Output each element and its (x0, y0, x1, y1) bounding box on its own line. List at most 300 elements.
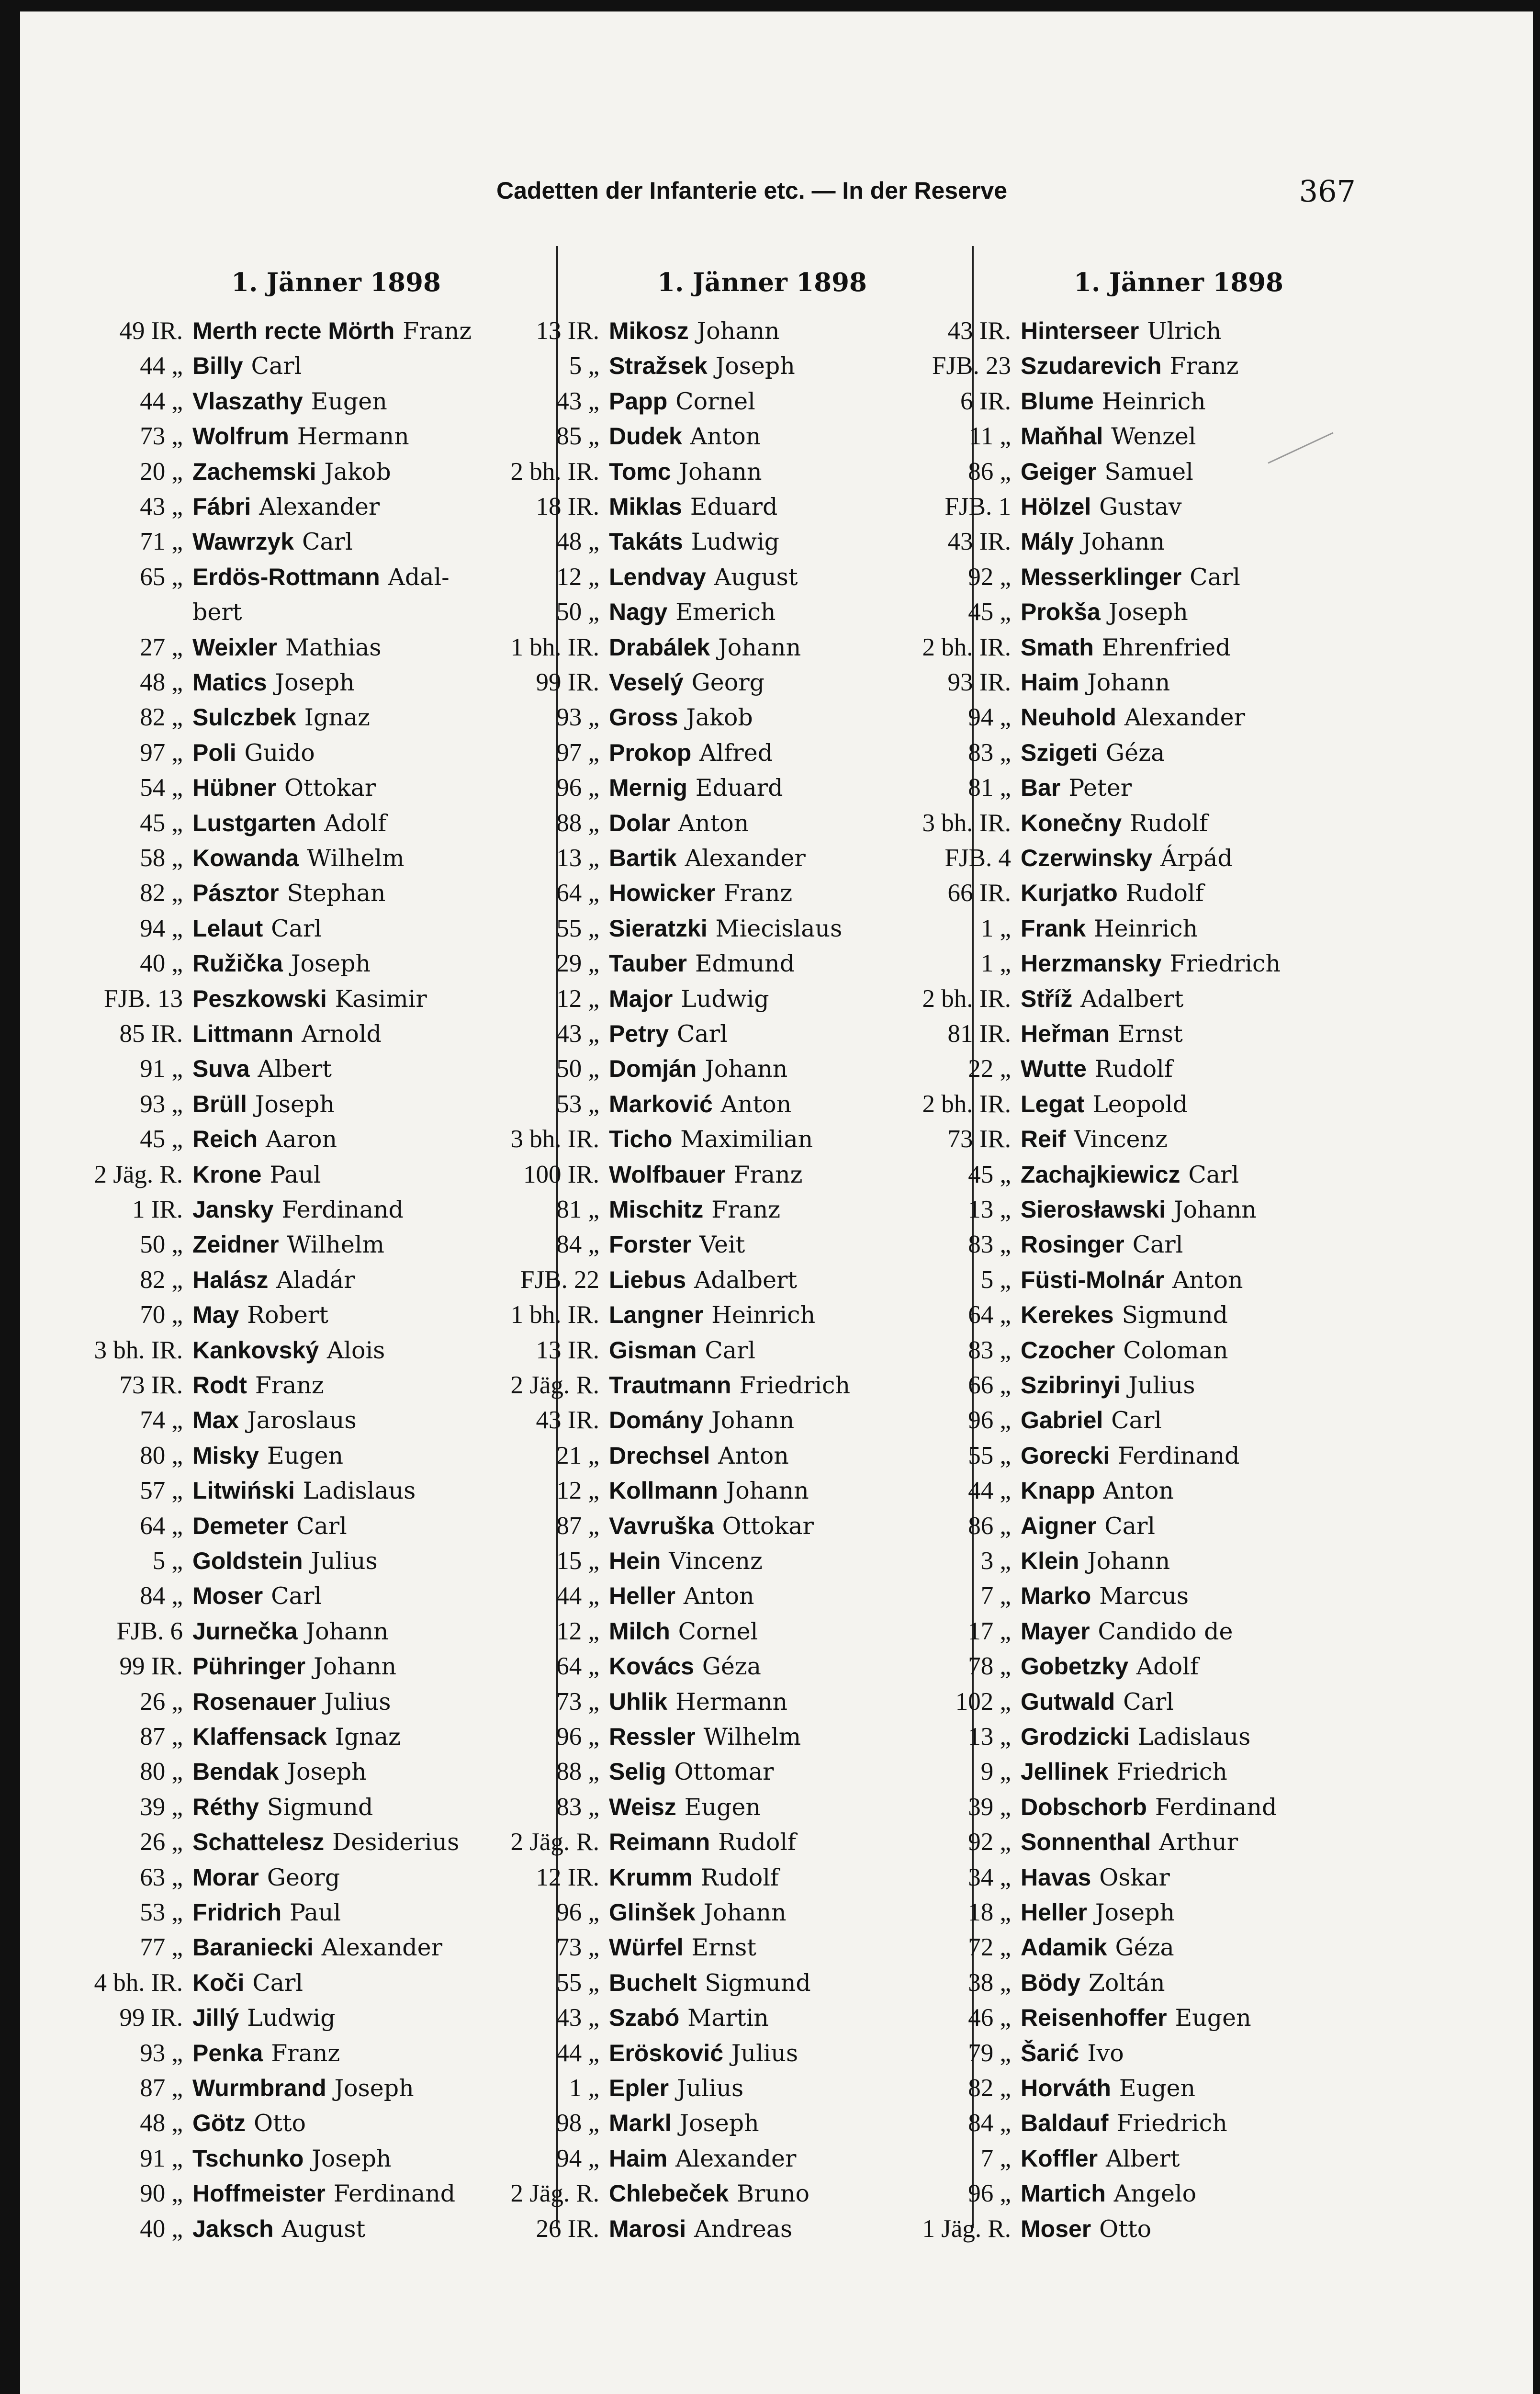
cadet-name (192, 1790, 373, 1824)
regiment-number: 50 „ (140, 1231, 183, 1259)
surname: Herzmansky (1021, 950, 1162, 977)
cadet-name (192, 1158, 321, 1192)
cadet-name (1021, 912, 1198, 946)
given-name: Eugen (1119, 2075, 1196, 2102)
column-heading: 1. Jänner 1898 (1074, 268, 1283, 297)
cadet-name (1021, 1368, 1195, 1402)
surname: Uhlik (609, 1688, 668, 1715)
regiment-number: 38 „ (968, 1968, 1011, 1997)
cadet-name (1021, 2106, 1227, 2140)
regiment-number: 40 „ (140, 2214, 183, 2243)
given-name: Albert (258, 1055, 332, 1083)
cadet-name (1021, 2001, 1251, 2035)
given-name: Otto (1099, 2215, 1152, 2243)
surname: Szudarevich (1021, 352, 1162, 380)
cadet-name (192, 1896, 341, 1930)
regiment-number: 29 „ (556, 949, 599, 978)
regiment-number: 44 „ (556, 2039, 599, 2067)
given-name: Ladislaus (303, 1477, 416, 1505)
surname: Petry (609, 1020, 669, 1047)
cadet-name (192, 1509, 347, 1543)
regiment-number: 63 „ (140, 1863, 183, 1891)
surname: Marković (609, 1090, 713, 1118)
given-name: Sigmund (705, 1969, 811, 1997)
cadet-name (192, 2212, 365, 2246)
regiment-number: 55 „ (968, 1441, 1011, 1469)
cadet-name (609, 1720, 801, 1754)
cadet-name (192, 1966, 303, 2000)
regiment-number: 50 „ (556, 1055, 599, 1083)
surname: Fábri (192, 493, 251, 520)
regiment-number: 99 IR. (119, 1652, 183, 1681)
given-name: Rudolf (1130, 809, 1208, 837)
regiment-number: 93 „ (556, 703, 599, 732)
given-name: Alexander (675, 2145, 797, 2172)
surname: Hübner (192, 774, 276, 802)
regiment-number: 92 „ (968, 563, 1011, 591)
cadet-name (609, 1755, 774, 1789)
regiment-number: 83 „ (968, 738, 1011, 767)
cadet-name (192, 1931, 442, 1965)
given-name: Anton (678, 809, 749, 837)
regiment-number: 13 „ (968, 1723, 1011, 1750)
surname: Max (192, 1407, 239, 1434)
surname: Konečny (1021, 809, 1122, 836)
regiment-number: 86 „ (968, 457, 1011, 486)
surname: Rosenauer (192, 1688, 316, 1715)
given-name: August (714, 563, 798, 591)
given-name: Vincenz (669, 1547, 763, 1575)
surname: Gutwald (1021, 1688, 1115, 1715)
cadet-name (1021, 1017, 1183, 1051)
given-name: Ottomar (674, 1758, 774, 1786)
given-name: Veit (699, 1231, 745, 1259)
given-name: Ferdinand (1155, 1793, 1277, 1821)
given-name: Franz (733, 1161, 803, 1188)
surname: Czocher (1021, 1336, 1115, 1364)
surname: Milch (609, 1617, 670, 1645)
cadet-name (192, 1017, 382, 1051)
regiment-number: 27 „ (140, 633, 183, 661)
cadet-name (1021, 1720, 1250, 1754)
cadet-name (192, 1298, 328, 1332)
regiment-number: 91 „ (140, 1055, 183, 1083)
given-name: Carl (271, 915, 322, 942)
given-name: Adal- (388, 563, 450, 591)
given-name: Julius (324, 1688, 391, 1716)
given-name: Joseph (1108, 598, 1188, 626)
surname: Mikosz (609, 317, 689, 344)
regiment-number: 80 „ (140, 1441, 183, 1469)
surname: Bartik (609, 845, 677, 871)
regiment-number: 88 „ (556, 1758, 599, 1786)
cadet-name (1021, 666, 1170, 700)
surname: Heller (1021, 1899, 1087, 1926)
regiment-number: 82 „ (140, 703, 183, 732)
given-name: Leopold (1092, 1090, 1188, 1118)
surname: Hoffmeister (192, 2180, 326, 2207)
surname: Penka (192, 2039, 263, 2067)
given-name: Robert (247, 1301, 328, 1329)
cadet-name (1021, 2071, 1195, 2105)
surname: Papp (609, 387, 668, 415)
surname: Markl (609, 2110, 672, 2137)
cadet-name (1021, 1474, 1174, 1508)
cadet-name (609, 1017, 728, 1051)
given-name: Miecislaus (715, 915, 843, 942)
cadet-name (609, 1052, 787, 1086)
regiment-number: 12 „ (556, 1617, 599, 1645)
regiment-number: 93 „ (140, 1090, 183, 1118)
cadet-name (192, 1122, 337, 1156)
cadet-name (192, 841, 405, 875)
cadet-name (192, 1263, 355, 1297)
given-name: Joseph (1095, 1899, 1175, 1926)
surname: Halász (192, 1266, 269, 1293)
surname: Merth recte Mörth (192, 317, 395, 344)
regiment-number: 1 „ (569, 2074, 599, 2102)
surname: Moser (1021, 2215, 1091, 2242)
given-name: Jakob (324, 458, 391, 486)
regiment-number: 2 Jäg. R. (510, 1828, 599, 1856)
given-name: Eugen (1175, 2004, 1251, 2032)
cadet-name (1021, 736, 1165, 770)
regiment-number: 79 „ (968, 2039, 1011, 2067)
surname: Geiger (1021, 458, 1097, 485)
surname: Ticho (609, 1126, 673, 1153)
surname: Reif (1021, 1126, 1066, 1153)
cadet-name (192, 349, 302, 383)
surname: Koči (192, 1969, 245, 1996)
surname: Adamik (1021, 1934, 1107, 1961)
surname: Kowanda (192, 845, 299, 871)
cadet-name (609, 2142, 796, 2176)
given-name: Arthur (1159, 1829, 1238, 1856)
regiment-number: 12 „ (556, 984, 599, 1013)
surname: Jurnečka (192, 1617, 298, 1645)
cadet-name (192, 1087, 335, 1121)
regiment-number: 15 „ (556, 1547, 599, 1575)
surname: Sulczbek (192, 704, 296, 731)
cadet-name (1021, 1579, 1189, 1613)
regiment-number: 2 bh. IR. (922, 633, 1011, 661)
cadet-name (192, 384, 387, 418)
given-name: Anton (1172, 1266, 1243, 1294)
surname: Bendak (192, 1758, 279, 1785)
cadet-name (1021, 560, 1240, 594)
regiment-number: 48 „ (140, 668, 183, 696)
given-name: Johann (711, 1407, 795, 1434)
given-name: Heinrich (711, 1301, 816, 1329)
given-name: Alfred (699, 739, 773, 767)
regiment-number: 72 „ (968, 1933, 1011, 1962)
regiment-number: 94 „ (556, 2144, 599, 2172)
cadet-name (609, 490, 777, 524)
surname: Trautmann (609, 1372, 731, 1399)
given-name: Johann (314, 1653, 397, 1681)
surname: Blume (1021, 387, 1094, 415)
surname: Brüll (192, 1090, 247, 1118)
surname: Morar (192, 1863, 259, 1891)
surname: Hölzel (1021, 493, 1091, 520)
surname: Vlaszathy (192, 387, 303, 415)
cadet-name (609, 2001, 769, 2035)
surname: Grodzicki (1021, 1723, 1130, 1750)
surname: Gobetzky (1021, 1653, 1129, 1680)
given-name: Johann (679, 458, 762, 486)
regiment-number: 73 „ (556, 1687, 599, 1716)
given-name: Árpád (1160, 845, 1233, 872)
regiment-number: 83 „ (968, 1336, 1011, 1364)
cadet-name (1021, 876, 1204, 910)
surname: Legat (1021, 1090, 1085, 1118)
surname: Jillý (192, 2004, 239, 2032)
regiment-number: 97 „ (556, 738, 599, 767)
cadet-name (609, 700, 753, 734)
given-name: Heinrich (1094, 915, 1198, 942)
surname: Tschunko (192, 2145, 304, 2172)
document-page (20, 11, 1533, 2394)
given-name: Jaroslaus (247, 1407, 357, 1434)
given-name: Joseph (679, 2110, 759, 2137)
regiment-number: 65 „ (140, 563, 183, 591)
given-name: Johann (703, 1899, 787, 1926)
regiment-number: 55 „ (556, 1968, 599, 1997)
regiment-number: 26 IR. (536, 2214, 599, 2243)
given-name: Johann (1173, 1196, 1257, 1223)
cadet-name (1021, 947, 1281, 981)
surname: Tauber (609, 950, 687, 977)
surname: Sonnenthal (1021, 1829, 1151, 1856)
regiment-number: 99 IR. (119, 2004, 183, 2032)
cadet-name (192, 2036, 340, 2070)
cadet-name (609, 1825, 796, 1859)
surname: Wolfrum (192, 423, 289, 450)
given-name: Ehrenfried (1102, 633, 1231, 661)
surname: Gross (609, 704, 678, 731)
regiment-number: 64 „ (968, 1301, 1011, 1329)
cadet-name (1021, 419, 1196, 453)
regiment-number: 45 „ (968, 598, 1011, 626)
surname: Smath (1021, 633, 1094, 661)
given-name: Carl (302, 528, 353, 556)
surname: Glinšek (609, 1899, 696, 1926)
cadet-name (192, 912, 322, 946)
regiment-number: 46 „ (968, 2004, 1011, 2032)
surname: Frank (1021, 915, 1086, 942)
regiment-number: 78 „ (968, 1652, 1011, 1681)
cadet-name (609, 1333, 755, 1367)
given-name: Ottokar (284, 774, 376, 802)
cadet-name (192, 1193, 404, 1227)
given-name: Paul (270, 1161, 321, 1188)
surname: Jaksch (192, 2215, 274, 2242)
regiment-number: 21 „ (556, 1441, 599, 1469)
surname: Knapp (1021, 1477, 1095, 1504)
surname: Stražsek (609, 352, 708, 380)
cadet-name (1021, 1403, 1162, 1437)
cadet-name (192, 1474, 416, 1508)
surname: Erösković (609, 2039, 724, 2067)
surname: Lelaut (192, 915, 263, 942)
page-header (480, 174, 1356, 210)
cadet-name (609, 1579, 754, 1613)
regiment-number: 85 IR. (119, 1020, 183, 1048)
cadet-name (1021, 1825, 1238, 1859)
regiment-number: 43 „ (556, 2004, 599, 2032)
regiment-number: 70 „ (140, 1301, 183, 1329)
cadet-name (609, 771, 783, 805)
regiment-number: 2 bh. IR. (922, 984, 1011, 1013)
cadet-name (1021, 1861, 1170, 1895)
cadet-name (192, 1825, 459, 1859)
surname: Neuhold (1021, 704, 1116, 731)
cadet-name (1021, 1790, 1277, 1824)
regiment-number: 77 „ (140, 1933, 183, 1962)
surname: Szigeti (1021, 739, 1098, 766)
regiment-number: 96 „ (556, 774, 599, 802)
regiment-number: 73 „ (140, 422, 183, 451)
surname: Reich (192, 1126, 258, 1153)
cadet-name (192, 419, 409, 453)
regiment-number: 11 „ (969, 422, 1011, 451)
cadet-name (609, 1649, 761, 1683)
cadet-name (1021, 314, 1221, 348)
surname: Major (609, 985, 673, 1012)
given-name: Julius (731, 2039, 798, 2067)
regiment-number: 100 IR. (523, 1160, 599, 1188)
given-name: Guido (244, 739, 315, 767)
surname: Domján (609, 1055, 697, 1083)
regiment-number: 45 „ (968, 1160, 1011, 1188)
cadet-name (1021, 1193, 1257, 1227)
surname: Erdös-Rottmann (192, 563, 380, 590)
given-name: Georg (267, 1863, 340, 1891)
given-name: Stephan (287, 880, 386, 907)
surname: Suva (192, 1055, 250, 1083)
given-name: Rudolf (1094, 1055, 1173, 1083)
regiment-number: 2 Jäg. R. (510, 2179, 599, 2208)
regiment-number: 2 bh. IR. (510, 457, 599, 486)
given-name: Friedrich (1116, 1758, 1227, 1786)
cadet-name (192, 595, 242, 629)
given-name: Anton (690, 423, 761, 451)
cadet-name (192, 455, 391, 489)
surname: Veselý (609, 669, 684, 696)
given-name: bert (192, 598, 242, 626)
regiment-number: 17 „ (968, 1617, 1011, 1645)
cadet-name (192, 1333, 385, 1367)
regiment-number: 73 IR. (947, 1125, 1011, 1153)
given-name: Géza (702, 1653, 761, 1681)
given-name: Vincenz (1074, 1126, 1168, 1153)
surname: Réthy (192, 1793, 259, 1820)
regiment-number: 3 bh. IR. (94, 1336, 183, 1364)
regiment-number: 5 „ (152, 1547, 183, 1575)
cadet-name (192, 1615, 388, 1649)
regiment-number: 82 „ (140, 1265, 183, 1294)
surname: Litwiński (192, 1477, 295, 1504)
regiment-number: 1 bh. IR. (510, 633, 599, 661)
given-name: Hermann (297, 423, 409, 451)
surname: Sieratzki (609, 915, 708, 942)
cadet-name (192, 947, 371, 981)
surname: Würfel (609, 1934, 684, 1961)
surname: Aigner (1021, 1512, 1097, 1539)
cadet-name (609, 1896, 787, 1930)
given-name: Eugen (311, 387, 387, 415)
given-name: Alexander (685, 845, 806, 872)
cadet-name (1021, 1228, 1183, 1262)
surname: Misky (192, 1442, 259, 1469)
given-name: Johann (1087, 669, 1170, 696)
cadet-name (609, 1193, 780, 1227)
given-name: Angelo (1113, 2180, 1197, 2208)
surname: Wutte (1021, 1055, 1087, 1083)
regiment-number: 13 „ (968, 1196, 1011, 1223)
given-name: Joseph (287, 1758, 367, 1786)
cadet-name (192, 560, 450, 594)
given-name: Ignaz (335, 1723, 401, 1750)
regiment-number: 5 „ (569, 352, 599, 380)
regiment-number: 20 „ (140, 457, 183, 486)
given-name: Ernst (1118, 1020, 1183, 1048)
cadet-name (192, 490, 380, 524)
given-name: Joseph (334, 2075, 414, 2102)
surname: Vavruška (609, 1512, 714, 1539)
surname: Wolfbauer (609, 1161, 726, 1188)
cadet-name (192, 1439, 343, 1473)
given-name: Ladislaus (1137, 1723, 1251, 1750)
surname: Reisenhoffer (1021, 2004, 1167, 2032)
cadet-name (609, 349, 795, 383)
surname: Marko (1021, 1582, 1091, 1610)
cadet-name (192, 1368, 324, 1402)
cadet-name (1021, 806, 1208, 840)
given-name: Wilhelm (307, 845, 405, 872)
given-name: Alexander (259, 493, 380, 520)
surname: Pásztor (192, 880, 279, 907)
given-name: Sigmund (1122, 1301, 1228, 1329)
cadet-name (609, 419, 761, 453)
surname: Gisman (609, 1336, 697, 1364)
regiment-number: 12 IR. (536, 1863, 599, 1891)
cadet-name (192, 1052, 332, 1086)
regiment-number: 64 „ (556, 1652, 599, 1681)
regiment-number: 22 „ (968, 1055, 1011, 1083)
surname: Dobschorb (1021, 1793, 1147, 1820)
surname: Weisz (609, 1793, 676, 1820)
cadet-name (609, 1931, 756, 1965)
cadet-name (609, 560, 798, 594)
given-name: Joseph (312, 2145, 392, 2172)
surname: Mernig (609, 774, 687, 802)
ink-mark (1268, 432, 1333, 463)
regiment-number: 94 „ (968, 703, 1011, 732)
given-name: Ferdinand (333, 2180, 456, 2208)
regiment-number: 12 „ (556, 1477, 599, 1505)
given-name: Peter (1068, 774, 1132, 802)
cadet-name (609, 455, 762, 489)
given-name: Mathias (285, 633, 382, 661)
regiment-number: FJB. 4 (944, 844, 1011, 872)
surname: Billy (192, 352, 243, 380)
cadet-name (609, 1368, 850, 1402)
surname: Reimann (609, 1829, 710, 1856)
cadet-name (192, 1685, 391, 1719)
given-name: Oskar (1099, 1863, 1170, 1891)
surname: Ružička (192, 950, 283, 977)
